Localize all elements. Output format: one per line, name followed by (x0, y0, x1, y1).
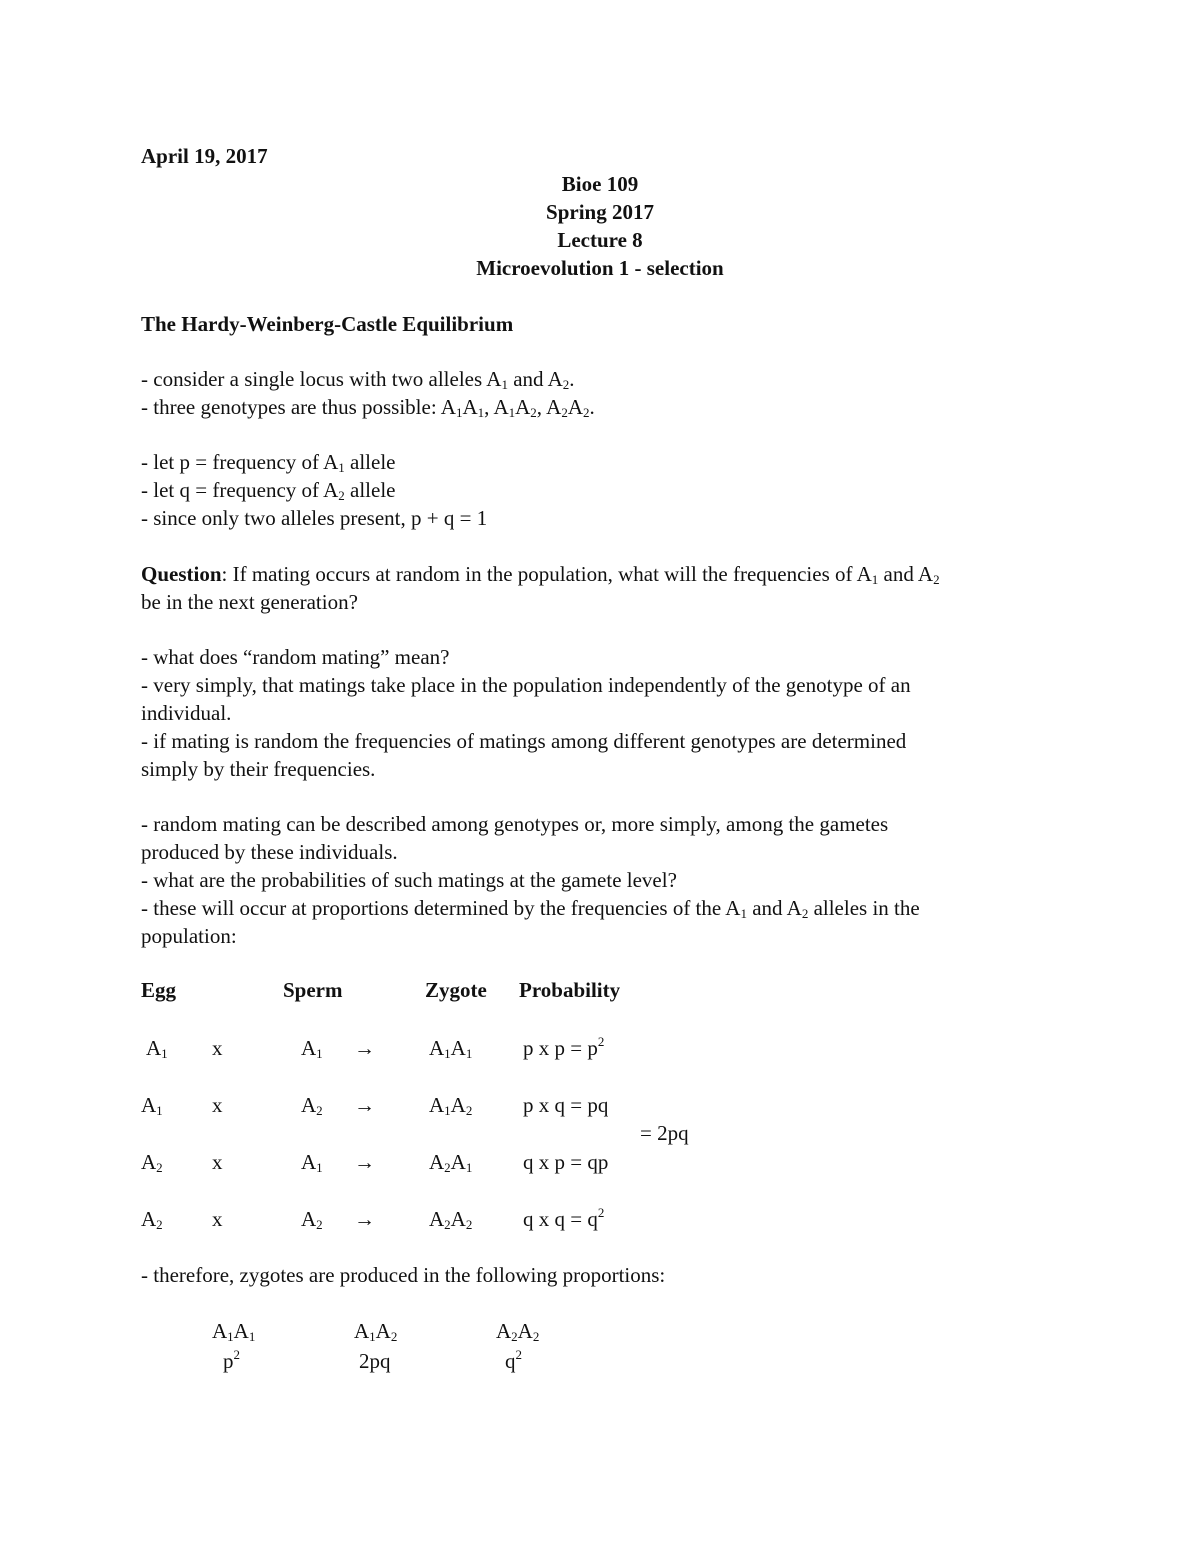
arrow-icon: → (354, 1093, 375, 1117)
table-cell-egg: $A_2$ (141, 1150, 163, 1175)
table-cell-probability: p x q = pq (523, 1093, 609, 1117)
question-line1: Question: If mating occurs at random in the population, what will the frequencies of $A_1$ and $A_2$ (141, 562, 940, 587)
lecture-topic: Microevolution 1 - selection (476, 256, 724, 280)
genotype-label: $A_2A_2$ (496, 1319, 540, 1344)
question-line2: be in the next generation? (141, 590, 358, 614)
table-header-sperm: Sperm (283, 978, 343, 1002)
arrow-icon: → (354, 1207, 375, 1231)
para3-line: - very simply, that matings take place in the population independently of the genotype of an (141, 673, 911, 697)
table-cell-zygote: $A_1A_2$ (429, 1093, 473, 1118)
table-cell-cross: x (212, 1036, 223, 1060)
table-cell-sperm: $A_1$ (301, 1036, 323, 1061)
genotype-frequency: $q^2$ (505, 1347, 522, 1373)
table-cell-cross: x (212, 1150, 223, 1174)
para1-line1: - consider a single locus with two alleles $A_1$ and $A_2$. (141, 367, 575, 392)
section-title: The Hardy-Weinberg-Castle Equilibrium (141, 312, 514, 336)
para1-line2: - three genotypes are thus possible: $A_1A_1$, $A_1A_2$, $A_2A_2$. (141, 395, 595, 420)
table-cell-zygote: $A_1A_1$ (429, 1036, 473, 1061)
table-cell-probability: p x $p = p^2$ (523, 1034, 605, 1060)
para2-line2: - let q = frequency of $A_2$ allele (141, 478, 396, 503)
table-header-probability: Probability (519, 978, 621, 1002)
lecture-number: Lecture 8 (557, 228, 643, 252)
para2-line3: - since only two alleles present, p + q = 1 (141, 506, 488, 530)
genotype-frequency: $p^2$ (223, 1347, 240, 1373)
genotype-frequency: 2pq (359, 1349, 391, 1373)
table-cell-sperm: $A_2$ (301, 1207, 323, 1232)
table-cell-zygote: $A_2A_2$ (429, 1207, 473, 1232)
para4-line: - what are the probabilities of such matings at the gamete level? (141, 868, 677, 892)
term: Spring 2017 (546, 200, 654, 224)
genotype-label: $A_1A_2$ (354, 1319, 398, 1344)
table-header-egg: Egg (141, 978, 177, 1002)
therefore-line: - therefore, zygotes are produced in the following proportions: (141, 1263, 666, 1287)
table-cell-egg: $A_2$ (141, 1207, 163, 1232)
date: April 19, 2017 (141, 144, 268, 168)
table-header-zygote: Zygote (425, 978, 487, 1002)
para4-line: produced by these individuals. (141, 840, 398, 864)
table-cell-egg: $A_1$ (146, 1036, 168, 1061)
para4-line: - random mating can be described among genotypes or, more simply, among the gametes (141, 812, 889, 836)
table-cell-probability: q x p = qp (523, 1150, 609, 1174)
para4-line: - these will occur at proportions determined by the frequencies of the $A_1$ and $A_2$ alleles in the (141, 896, 920, 921)
para3-line: individual. (141, 701, 232, 725)
course-title: Bioe 109 (561, 172, 639, 196)
table-cell-zygote: $A_2A_1$ (429, 1150, 473, 1175)
heterozygote-sum: = 2pq (640, 1121, 689, 1145)
table-cell-sperm: $A_1$ (301, 1150, 323, 1175)
table-cell-probability: q x $q = q^2$ (523, 1205, 605, 1231)
para3-line: - what does “random mating” mean? (141, 645, 450, 669)
para3-line: simply by their frequencies. (141, 757, 376, 781)
table-cell-cross: x (212, 1207, 223, 1231)
arrow-icon: → (354, 1150, 375, 1174)
para2-line1: - let p = frequency of $A_1$ allele (141, 450, 396, 475)
para3-line: - if mating is random the frequencies of matings among different genotypes are determined (141, 729, 907, 753)
para4-line: population: (141, 924, 237, 948)
table-cell-egg: $A_1$ (141, 1093, 163, 1118)
table-cell-sperm: $A_2$ (301, 1093, 323, 1118)
arrow-icon: → (354, 1036, 375, 1060)
genotype-label: $A_1A_1$ (212, 1319, 256, 1344)
table-cell-cross: x (212, 1093, 223, 1117)
